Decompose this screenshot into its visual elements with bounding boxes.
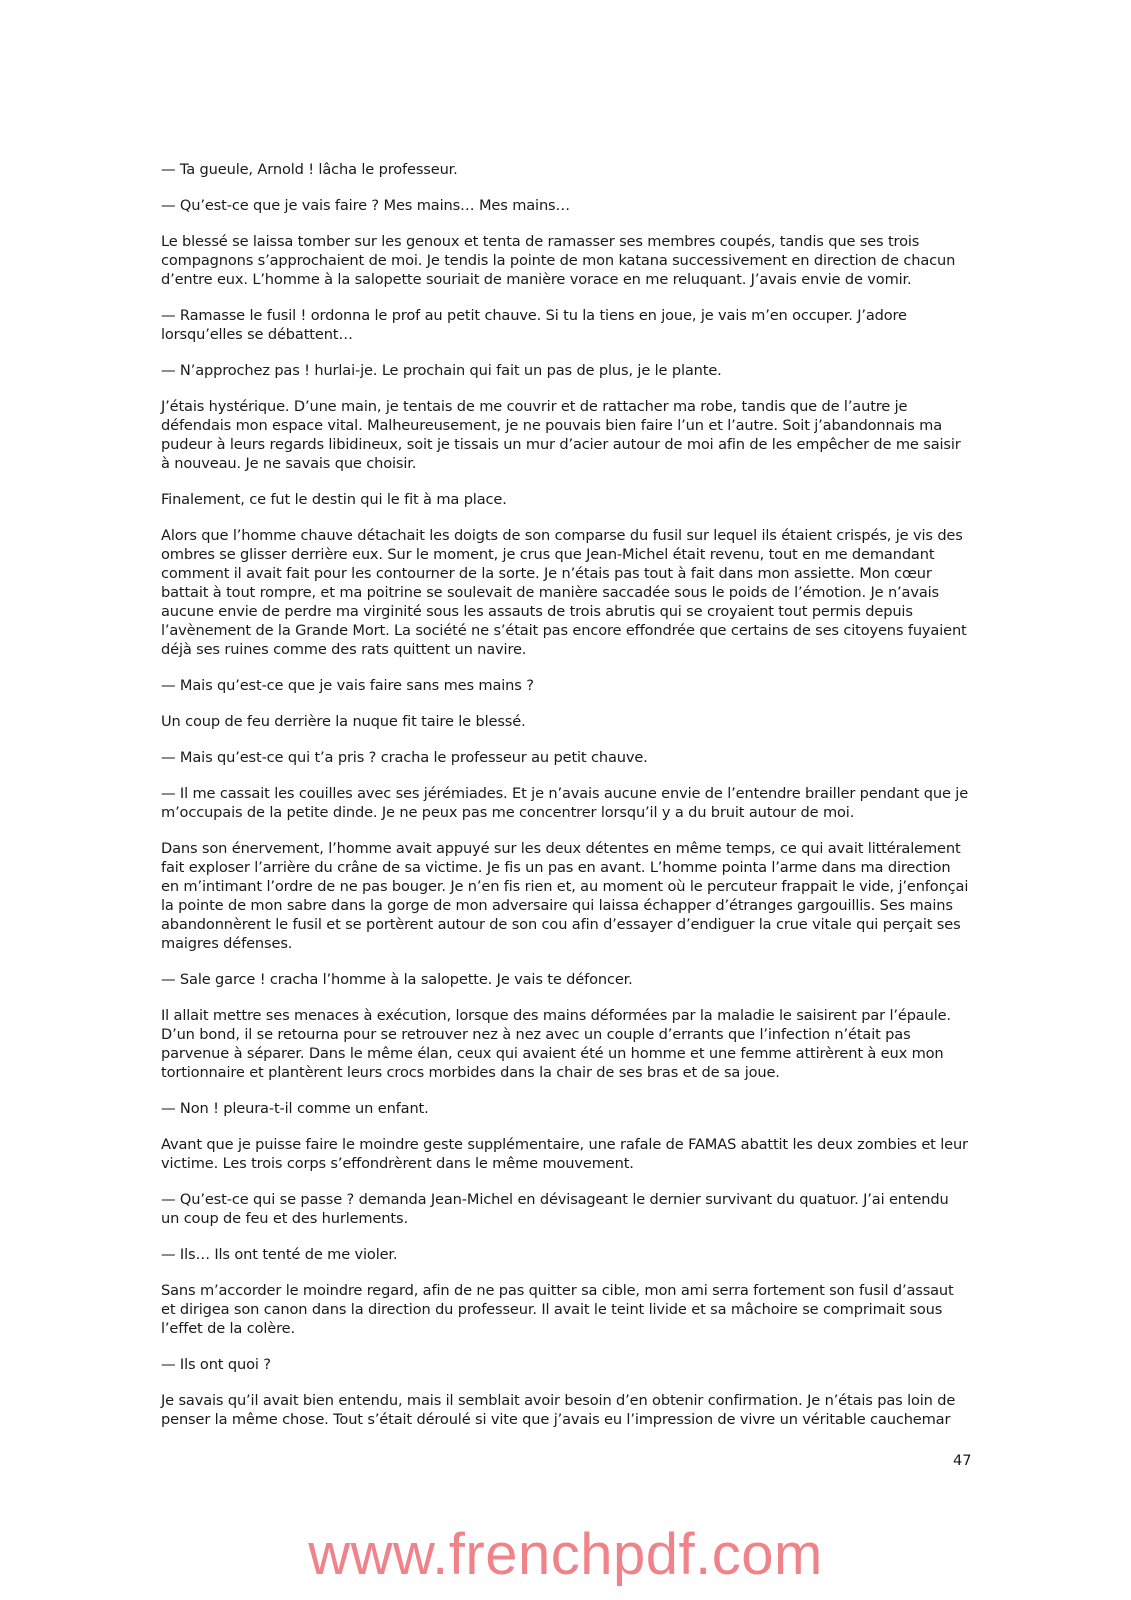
paragraph-15: Il allait mettre ses menaces à exécution, lorsque des mains déformées par la maladie le saisirent par l’épaule. D’un bond, il se retourna pour se retrouver nez à nez avec un couple d’errants que l’infection n’était pas parvenue à séparer. Dans le même élan, ceux qui avaient été un homme et une femme attirèrent à eux mon tortionnaire et plantèrent leurs crocs morbides dans la chair de ses bras et de sa joue. <box>161 1007 951 1081</box>
paragraph-18: — Qu’est-ce qui se passe ? demanda Jean-Michel en dévisageant le dernier survivant du quatuor. J’ai entendu un coup de feu et des hurlements. <box>161 1191 949 1227</box>
watermark: www.frenchpdf.com <box>308 1522 823 1587</box>
paragraph-20: Sans m’accorder le moindre regard, afin de ne pas quitter sa cible, mon ami serra fortement son fusil d’assaut et dirigea son canon dans la direction du professeur. Il avait le teint livide et sa mâchoire se comprimait sous l’effet de la colère. <box>161 1282 954 1337</box>
body-text <box>161 160 971 1446</box>
paragraph-3: Le blessé se laissa tomber sur les genoux et tenta de ramasser ses membres coupés, tandis que ses trois compagnons s’approchaient de moi. Je tendis la pointe de mon katana successivement en direction de chacun d’entre eux. L’homme à la salopette souriait de manière vorace en me reluquant. J’avais envie de vomir. <box>161 233 956 288</box>
paragraph-7: Finalement, ce fut le destin qui le fit à ma place. <box>161 491 507 508</box>
paragraph-5: — N’approchez pas ! hurlai-je. Le prochain qui fait un pas de plus, je le plante. <box>161 362 722 379</box>
paragraph-6: J’étais hystérique. D’une main, je tentais de me couvrir et de rattacher ma robe, tandis que de l’autre je défendais mon espace vital. Malheureusement, je ne pouvais bien faire l’un et l’autre. Soit j’abandonnais ma pudeur à leurs regards libidineux, soit je tissais un mur d’acier autour de moi afin de les empêcher de me saisir à nouveau. Je ne savais que choisir. <box>161 398 961 472</box>
paragraph-17: Avant que je puisse faire le moindre geste supplémentaire, une rafale de FAMAS abattit les deux zombies et leur victime. Les trois corps s’effondrèrent dans le même mouvement. <box>161 1136 968 1172</box>
paragraph-22: Je savais qu’il avait bien entendu, mais il semblait avoir besoin d’en obtenir confirmation. Je n’étais pas loin de penser la même chose. Tout s’était déroulé si vite que j’avais eu l’impression de vivre un véritable cauchemar <box>161 1392 956 1428</box>
paragraph-12: — Il me cassait les couilles avec ses jérémiades. Et je n’avais aucune envie de l’entendre brailler pendant que je m’occupais de la petite dinde. Je ne peux pas me concentrer lorsqu’il y a du bruit autour de moi. <box>161 785 969 821</box>
paragraph-19: — Ils… Ils ont tenté de me violer. <box>161 1246 398 1263</box>
paragraph-4: — Ramasse le fusil ! ordonna le prof au petit chauve. Si tu la tiens en joue, je vais m’en occuper. J’adore lorsqu’elles se débattent… <box>161 307 907 343</box>
paragraph-8: Alors que l’homme chauve détachait les doigts de son comparse du fusil sur lequel ils étaient crispés, je vis des ombres se glisser derrière eux. Sur le moment, je crus que Jean-Michel était revenu, tout en me demandant comment il avait fait pour les contourner de la sorte. Je n’étais pas tout à fait dans mon assiette. Mon cœur battait à tout rompre, et ma poitrine se soulevait de manière saccadée sous le poids de l’émotion. Je n’avais aucune envie de perdre ma virginité sous les assauts de trois abrutis qui se croyaient tout permis depuis l’avènement de la Grande Mort. La société ne s’était pas encore effondrée que certains de ses citoyens fuyaient déjà ses ruines comme des rats quittent un navire. <box>161 527 967 658</box>
paragraph-10: Un coup de feu derrière la nuque fit taire le blessé. <box>161 713 526 730</box>
paragraph-11: — Mais qu’est-ce qui t’a pris ? cracha le professeur au petit chauve. <box>161 749 648 766</box>
paragraph-14: — Sale garce ! cracha l’homme à la salopette. Je vais te défoncer. <box>161 971 633 988</box>
paragraph-9: — Mais qu’est-ce que je vais faire sans mes mains ? <box>161 677 534 694</box>
paragraph-21: — Ils ont quoi ? <box>161 1356 271 1373</box>
paragraph-1: — Ta gueule, Arnold ! lâcha le professeur. <box>161 161 458 178</box>
paragraph-2: — Qu’est-ce que je vais faire ? Mes mains… Mes mains… <box>161 197 570 214</box>
page-number: 47 <box>953 1452 972 1469</box>
paragraph-16: — Non ! pleura-t-il comme un enfant. <box>161 1100 429 1117</box>
paragraph-13: Dans son énervement, l’homme avait appuyé sur les deux détentes en même temps, ce qui avait littéralement fait exploser l’arrière du crâne de sa victime. Je fis un pas en avant. L’homme pointa l’arme dans ma direction en m’intimant l’ordre de ne pas bouger. Je n’en fis rien et, au moment où le percuteur frappait le vide, j’enfonçai la pointe de mon sabre dans la gorge de mon adversaire qui laissa échapper d’étranges gargouillis. Ses mains abandonnèrent le fusil et se portèrent autour de son cou afin d’essayer d’endiguer la crue vitale qui perçait ses maigres défenses. <box>161 840 969 952</box>
